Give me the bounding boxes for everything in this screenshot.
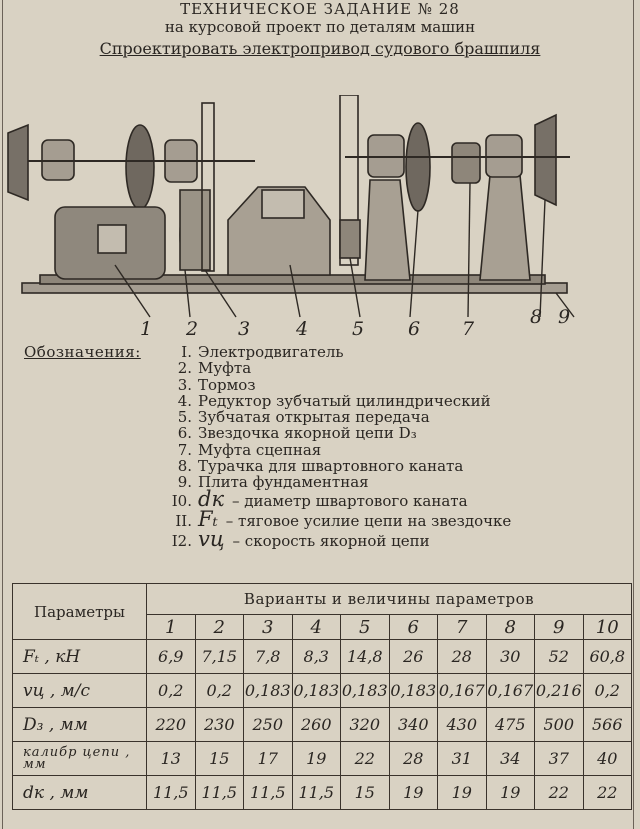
table-cell: 250 [244,708,293,742]
variant-number: 3 [244,615,293,640]
table-cell: 19 [438,776,487,810]
legend-item: 2. Муфта [177,359,252,378]
table-cell: 430 [438,708,487,742]
table-cell: 40 [583,742,632,776]
callout-1: 1 [140,318,153,340]
header-title: ТЕХНИЧЕСКОЕ ЗАДАНИЕ № 28 [180,0,460,18]
table-cell: 0,216 [535,674,584,708]
table-cell: 320 [341,708,390,742]
right-warping-head [535,115,556,205]
table-cell: 15 [195,742,244,776]
row-label-dk: dк , мм [13,776,147,810]
table-cell: 22 [583,776,632,810]
table-cell: 500 [535,708,584,742]
left-sprocket [126,125,154,209]
table-cell: 230 [195,708,244,742]
variant-number: 9 [535,615,584,640]
table-cell: 13 [147,742,196,776]
table-cell: 19 [389,776,438,810]
callout-6: 6 [408,318,421,340]
variant-number: 5 [341,615,390,640]
table-cell: 11,5 [292,776,341,810]
callout-7: 7 [462,318,475,340]
table-cell: 0,2 [147,674,196,708]
table-cell: 7,15 [195,640,244,674]
legend-list [166,344,626,551]
table-row [13,640,632,674]
table-cell: 28 [438,640,487,674]
table-row [13,708,632,742]
table-cell: 34 [486,742,535,776]
variant-number: 4 [292,615,341,640]
table-cell: 0,183 [244,674,293,708]
variant-number: 8 [486,615,535,640]
table-cell: 11,5 [195,776,244,810]
variant-number: 7 [438,615,487,640]
left-warping-head [8,125,28,200]
callout-9: 9 [558,306,571,328]
row-label-chain-gauge: калибр цепи , мм [13,742,147,776]
legend-item: 4. Редуктор зубчатый цилиндрический [177,391,491,410]
table-cell: 0,183 [341,674,390,708]
variant-number: 10 [583,615,632,640]
legend-item: II. Fₜ – тяговое усилие цепи на звездочке [175,506,512,531]
table-cell: 340 [389,708,438,742]
legend-item: 5. Зубчатая открытая передача [177,408,430,427]
table-cell: 60,8 [583,640,632,674]
table-cell: 22 [535,776,584,810]
legend-item: I. Электродвигатель [181,343,344,361]
table-cell: 0,167 [438,674,487,708]
table-cell: 30 [486,640,535,674]
parameters-table [12,583,632,810]
table-cell: 19 [292,742,341,776]
table-cell: 0,183 [292,674,341,708]
brake [180,190,210,270]
header-assignment: Спроектировать электропривод судового брашпиля [99,39,541,58]
table-row [13,776,632,810]
table-cell: 260 [292,708,341,742]
right-stand [365,180,410,280]
param-column-header: Параметры [13,584,147,640]
table-cell: 31 [438,742,487,776]
far-stand [480,175,530,280]
table-cell: 0,2 [583,674,632,708]
legend-item: 3. Тормоз [177,375,256,394]
table-cell: 11,5 [147,776,196,810]
legend-item: 8. Турачка для швартовного каната [177,457,464,476]
table-cell: 0,183 [389,674,438,708]
variant-number: 2 [195,615,244,640]
table-cell: 0,167 [486,674,535,708]
callout-8: 8 [530,306,543,328]
table-cell: 17 [244,742,293,776]
table-cell: 14,8 [341,640,390,674]
table-cell: 28 [389,742,438,776]
callout-3: 3 [238,318,251,340]
legend-item: I0. dк – диаметр швартового каната [171,486,468,511]
legend-item: 6. Звездочка якорной цепи D₃ [177,424,417,443]
table-row [13,742,632,776]
variant-number: 1 [147,615,196,640]
row-label-d3: D₃ , мм [13,708,147,742]
row-label-ft: Fₜ , кН [13,640,147,674]
document-header [0,0,640,60]
row-label-v: vц , м/с [13,674,147,708]
windlass-drive-diagram [0,95,640,340]
table-cell: 566 [583,708,632,742]
table-cell: 11,5 [244,776,293,810]
legend-item: I2. vц – скорость якорной цепи [171,526,430,551]
variant-number: 6 [389,615,438,640]
table-cell: 7,8 [244,640,293,674]
table-cell: 15 [341,776,390,810]
legend-item: 7. Муфта сцепная [177,440,322,459]
table-cell: 0,2 [195,674,244,708]
right-sprocket [406,123,430,211]
table-cell: 6,9 [147,640,196,674]
header-subtitle: на курсовой проект по деталям машин [164,18,476,36]
legend-heading: Обозначения: [24,343,141,361]
callout-5: 5 [352,318,365,340]
clutch [452,143,480,183]
table-cell: 220 [147,708,196,742]
variants-header: Варианты и величины параметров [147,584,632,615]
table-cell: 8,3 [292,640,341,674]
table-cell: 52 [535,640,584,674]
table-cell: 19 [486,776,535,810]
callout-2: 2 [186,318,199,340]
table-cell: 22 [341,742,390,776]
callout-4: 4 [296,318,309,340]
table-cell: 26 [389,640,438,674]
legend-item: 9. Плита фундаментная [177,473,369,492]
table-row [13,674,632,708]
table-cell: 475 [486,708,535,742]
table-cell: 37 [535,742,584,776]
